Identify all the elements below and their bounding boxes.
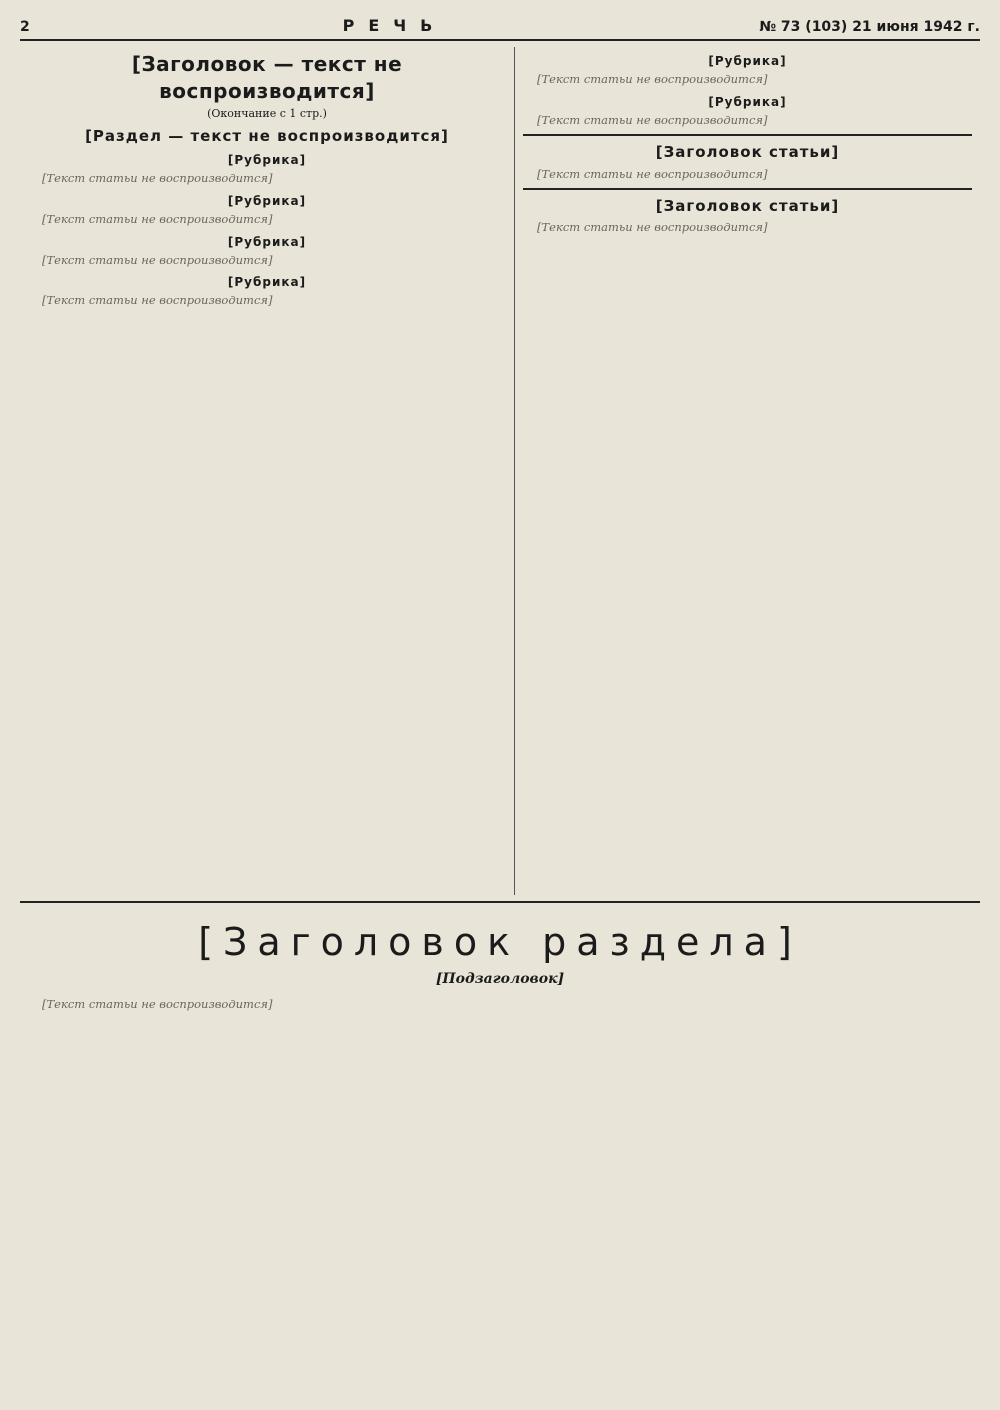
article-text: [Текст статьи не воспроизводится] [537,220,768,235]
masthead [20,16,980,41]
page-divider [20,901,980,903]
top-left-block [20,47,514,895]
divider [523,134,972,136]
article-text: [Текст статьи не воспроизводится] [42,293,273,308]
paper-name: РЕЧЬ [342,16,447,35]
article-text: [Текст статьи не воспроизводится] [537,166,768,181]
top-right-block [514,47,980,895]
continued-note: (Окончание с 1 стр.) [207,107,327,120]
rubric: [Рубрика] [708,54,787,68]
divider [523,188,972,190]
top-band [20,47,980,895]
bottom-title: [Заголовок раздела] [198,920,802,964]
rubric: [Рубрика] [227,234,307,249]
issue-line: № 73 (103) 21 июня 1942 г. [759,19,980,35]
bottom-band [20,909,980,1017]
article-text: [Текст статьи не воспроизводится] [42,252,273,267]
bottom-subtitle: [Подзаголовок] [435,971,565,988]
rubric: [Рубрика] [227,153,307,168]
main-headline: [Заголовок — текст не воспроизводится] [131,52,403,103]
article-text: [Текст статьи не воспроизводится] [42,997,273,1012]
article-text: [Текст статьи не воспроизводится] [537,112,768,127]
article-text: [Текст статьи не воспроизводится] [42,211,273,226]
newspaper-page [20,16,980,1376]
article-text: [Текст статьи не воспроизводится] [42,171,273,186]
rubric: [Рубрика] [708,94,787,109]
page-number: 2 [20,19,30,35]
rubric: [Рубрика] [227,275,307,290]
section-title: [Раздел — текст не воспроизводится] [85,126,449,145]
rubric: [Рубрика] [227,193,307,208]
article-title: [Заголовок статьи] [655,143,840,162]
article-text: [Текст статьи не воспроизводится] [537,72,768,87]
profile-title: [Заголовок статьи] [655,197,840,216]
bottom-block [20,909,980,1017]
